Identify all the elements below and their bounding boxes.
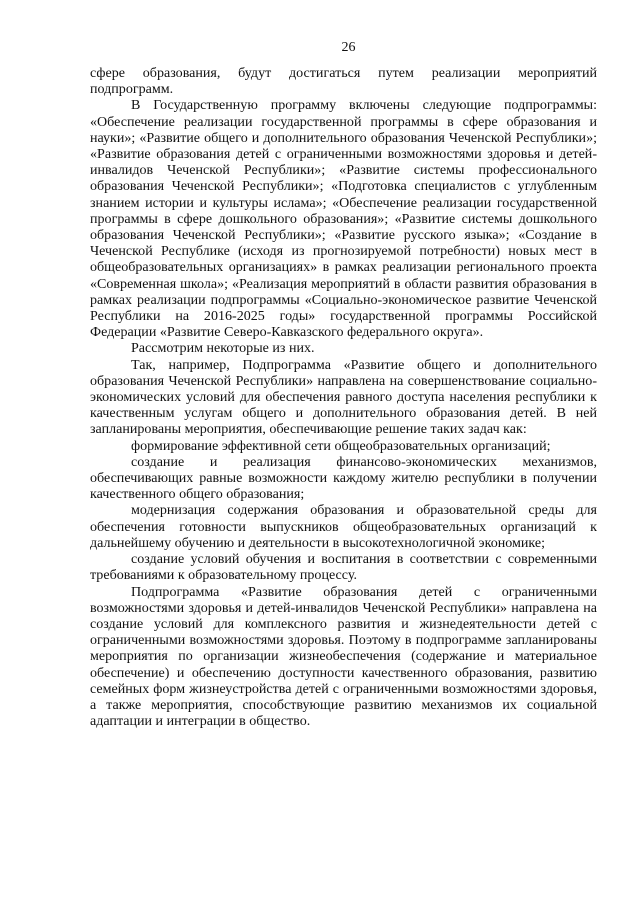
list-item: создание условий обучения и воспитания в соответствии с современными требованиями к образовательному процессу. <box>90 551 597 584</box>
page-number: 26 <box>341 40 356 55</box>
paragraph: Подпрограмма «Развитие образования детей с ограниченными возможностями здоровья и детей-инвалидов Чеченской Республики» направлена на создание условий для комплексного развития и жизнедеятельности детей с ограниченными возможностями здоровья. Поэтому в подпрограмме запланированы мероприятия по организации жизнеобеспечения (содержание и материальное обеспечение) и обеспечению доступности качественного образования, развитию семейных форм жизнеустройства детей с ограниченными возможностями здоровья, а также мероприятия, способствующие развитию механизмов их социальной адаптации и интеграции в общество. <box>90 583 597 730</box>
paragraph: Так, например, Подпрограмма «Развитие общего и дополнительного образования Чеченской Республики» направлена на совершенствование социально-экономических условий для обеспечения равного доступа населения республики к качественным услугам общего и дополнительного образования детей. В ней запланированы мероприятия, обеспечивающие решение таких задач как: <box>90 356 597 438</box>
document-body <box>90 65 597 729</box>
paragraph: сфере образования, будут достигаться путем реализации мероприятий подпрограмм. <box>90 65 597 98</box>
paragraph: В Государственную программу включены следующие подпрограммы: «Обеспечение реализации государственной программы в сфере образования и науки»; «Развитие общего и дополнительного образования Чеченской Республики»; «Развитие образования детей с ограниченными возможностями здоровья и детей-инвалидов Чеченской Республики»; «Развитие системы профессионального образования Чеченской Республики»; «Подготовка специалистов с углубленным знанием истории и культуры ислама»; «Обеспечение реализации государственной программы в сфере дошкольного образования»; «Развитие системы дошкольного образования Чеченской Республики»; «Развитие русского языка»; «Создание в Чеченской Республике (исходя из прогнозируемой потребности) новых мест в общеобразовательных организациях» в рамках реализации регионального проекта «Современная школа»; «Реализация мероприятий в области развития образования в рамках реализации подпрограммы «Социально-экономическое развитие Чеченской Республики на 2016-2025 годы» государственной программы Российской Федерации «Развитие Северо-Кавказского федерального округа». <box>90 97 597 341</box>
list-item: модернизация содержания образования и образовательной среды для обеспечения готовности выпускников общеобразовательных организаций к дальнейшему обучению и деятельности в высокотехнологичной экономике; <box>90 502 597 551</box>
list-item: формирование эффективной сети общеобразовательных организаций; <box>131 437 551 454</box>
paragraph: Рассмотрим некоторые из них. <box>131 340 315 357</box>
list-item: создание и реализация финансово-экономических механизмов, обеспечивающих равные возможности каждому жителю республики в получении качественного общего образования; <box>90 453 597 503</box>
